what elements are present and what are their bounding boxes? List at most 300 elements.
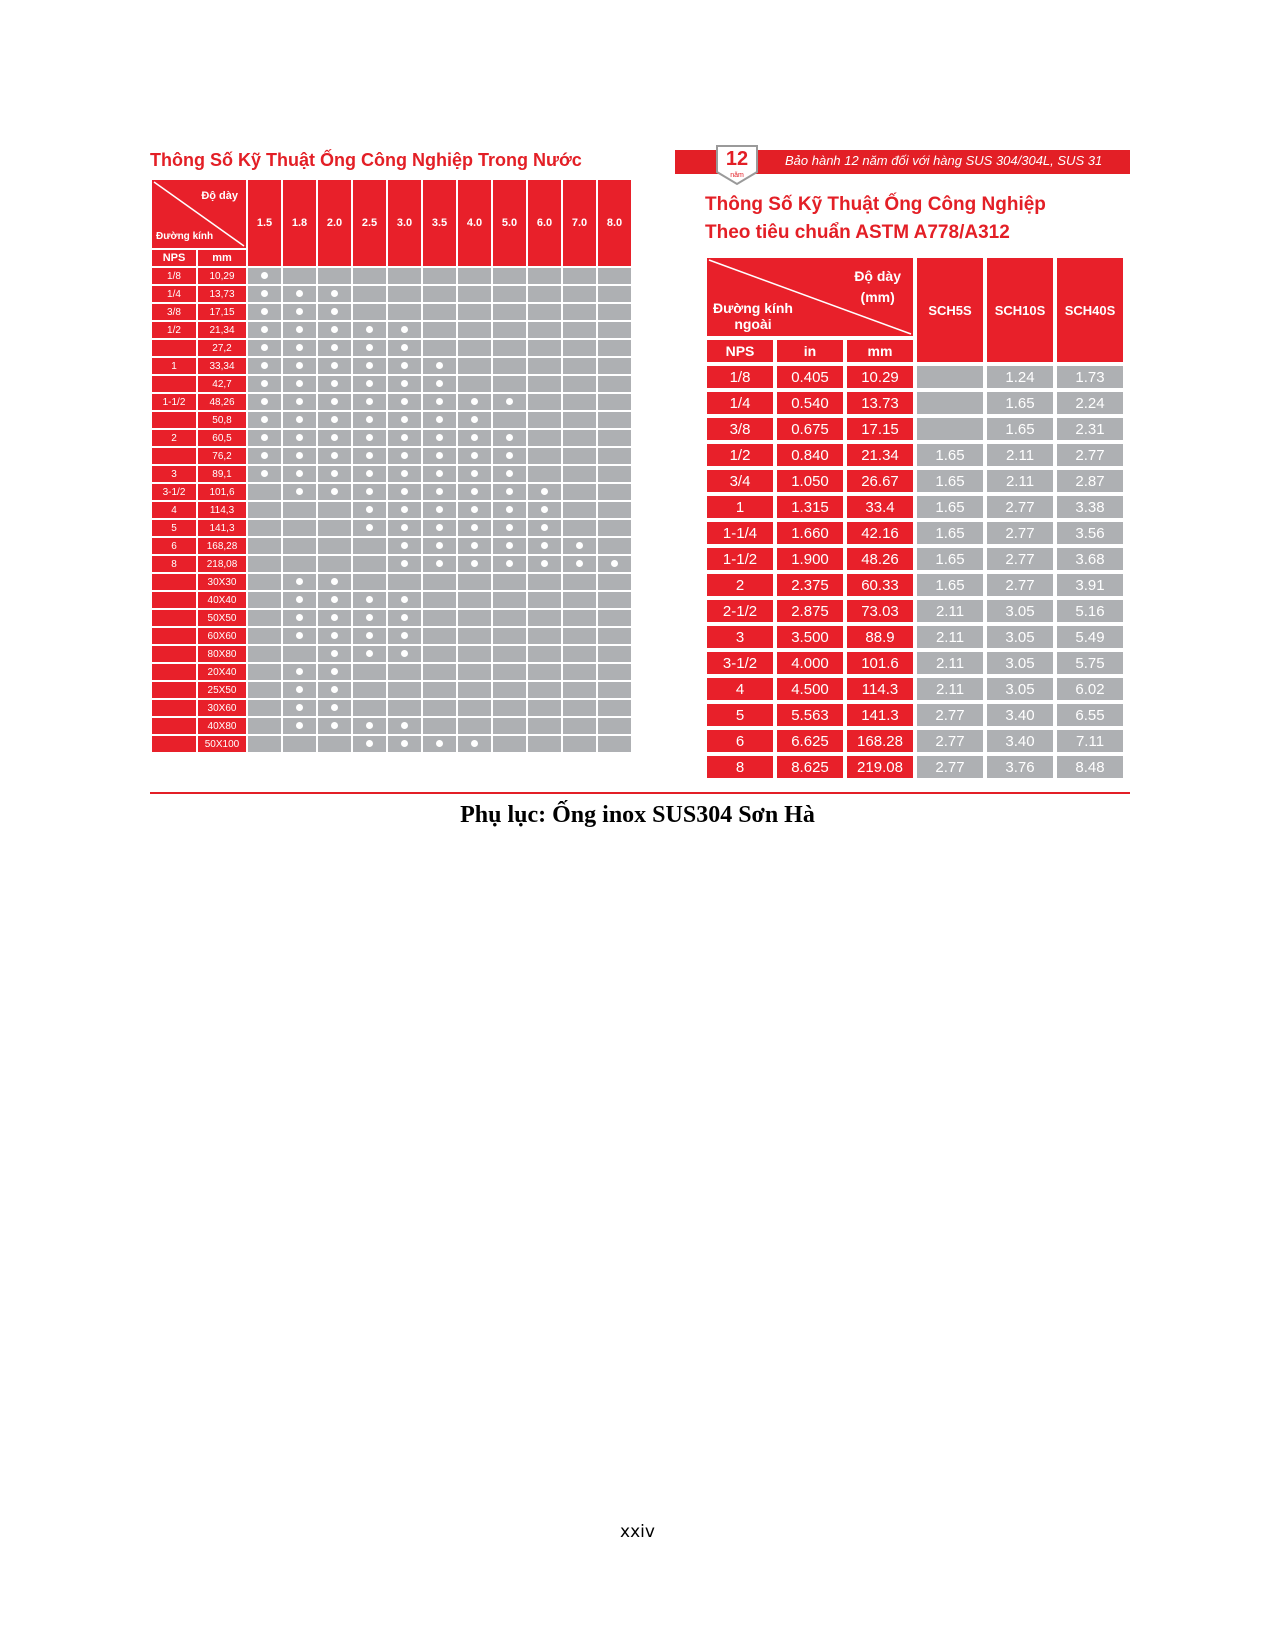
available-dot-icon (296, 326, 303, 333)
availability-cell (248, 520, 281, 536)
available-dot-icon (366, 470, 373, 477)
available-dot-icon (331, 722, 338, 729)
availability-cell (388, 286, 421, 302)
available-dot-icon (436, 560, 443, 567)
availability-cell (318, 376, 351, 392)
corner-thickness-label: Độ dày (201, 190, 238, 202)
nps-cell (152, 646, 196, 662)
thickness-column-header: 3.5 (423, 180, 456, 266)
availability-cell (283, 574, 316, 590)
schedule-thickness-cell: 1.65 (917, 444, 983, 466)
availability-cell (248, 268, 281, 284)
availability-cell (283, 664, 316, 680)
available-dot-icon (401, 470, 408, 477)
nps-cell: 5 (152, 520, 196, 536)
table-row (707, 496, 1123, 518)
table-row (152, 322, 631, 338)
available-dot-icon (541, 542, 548, 549)
availability-cell (283, 448, 316, 464)
availability-cell (248, 628, 281, 644)
mm-cell: 48,26 (198, 394, 246, 410)
availability-cell (318, 718, 351, 734)
availability-cell (353, 682, 386, 698)
table-row (152, 394, 631, 410)
availability-cell (248, 412, 281, 428)
availability-cell (353, 574, 386, 590)
available-dot-icon (401, 524, 408, 531)
availability-cell (563, 610, 596, 626)
availability-cell (563, 466, 596, 482)
schedule-thickness-cell: 2.77 (917, 704, 983, 726)
available-dot-icon (401, 740, 408, 747)
available-dot-icon (331, 416, 338, 423)
availability-cell (598, 268, 631, 284)
available-dot-icon (366, 398, 373, 405)
available-dot-icon (366, 740, 373, 747)
schedule-thickness-cell: 1.65 (917, 496, 983, 518)
mm-cell: 30X30 (198, 574, 246, 590)
nps-cell: 1/2 (707, 444, 773, 466)
availability-cell (493, 304, 526, 320)
corner-diameter-label: Đường kính (156, 231, 214, 242)
availability-cell (353, 376, 386, 392)
availability-cell (353, 268, 386, 284)
mm-cell: 21,34 (198, 322, 246, 338)
in-cell: 4.000 (777, 652, 843, 674)
available-dot-icon (296, 344, 303, 351)
page-number: xxiv (620, 1522, 655, 1542)
availability-cell (563, 268, 596, 284)
available-dot-icon (261, 362, 268, 369)
availability-cell (423, 736, 456, 752)
availability-cell (423, 664, 456, 680)
in-cell: 2.375 (777, 574, 843, 596)
availability-cell (563, 718, 596, 734)
available-dot-icon (436, 524, 443, 531)
availability-cell (458, 268, 491, 284)
availability-cell (423, 502, 456, 518)
available-dot-icon (401, 344, 408, 351)
nps-cell: 4 (152, 502, 196, 518)
availability-cell (353, 412, 386, 428)
availability-cell (598, 376, 631, 392)
availability-cell (248, 538, 281, 554)
availability-cell (388, 340, 421, 356)
availability-cell (423, 484, 456, 500)
table-row (152, 664, 631, 680)
schedule-thickness-cell: 2.11 (917, 678, 983, 700)
table-row (707, 678, 1123, 700)
availability-cell (388, 412, 421, 428)
availability-cell (353, 646, 386, 662)
nps-cell: 1 (152, 358, 196, 374)
availability-cell (318, 700, 351, 716)
schedule-thickness-cell: 2.87 (1057, 470, 1123, 492)
availability-cell (353, 736, 386, 752)
schedule-thickness-cell: 1.65 (987, 392, 1053, 414)
schedule-thickness-cell: 6.55 (1057, 704, 1123, 726)
available-dot-icon (366, 596, 373, 603)
schedule-thickness-cell: 1.24 (987, 366, 1053, 388)
availability-cell (493, 394, 526, 410)
table-row (152, 502, 631, 518)
available-dot-icon (471, 560, 478, 567)
availability-cell (248, 484, 281, 500)
availability-cell (423, 268, 456, 284)
corner-thickness-label: Độ dày (mm) (854, 268, 901, 305)
schedule-thickness-cell: 3.05 (987, 600, 1053, 622)
availability-cell (528, 628, 561, 644)
schedule-thickness-cell: 2.77 (987, 574, 1053, 596)
available-dot-icon (436, 416, 443, 423)
in-cell: 8.625 (777, 756, 843, 778)
availability-cell (353, 592, 386, 608)
schedule-thickness-cell: 1.65 (917, 470, 983, 492)
availability-cell (528, 484, 561, 500)
availability-cell (248, 664, 281, 680)
availability-cell (458, 610, 491, 626)
schedule-thickness-cell: 1.65 (987, 418, 1053, 440)
availability-cell (458, 682, 491, 698)
availability-cell (283, 736, 316, 752)
table-row (707, 548, 1123, 570)
nps-cell: 3-1/2 (707, 652, 773, 674)
availability-cell (423, 574, 456, 590)
availability-cell (493, 502, 526, 518)
available-dot-icon (331, 668, 338, 675)
sch5s-column-header: SCH5S (917, 258, 983, 362)
divider-line (150, 792, 1130, 794)
availability-cell (318, 538, 351, 554)
table-row (707, 756, 1123, 778)
schedule-thickness-cell: 2.11 (917, 600, 983, 622)
schedule-thickness-cell: 2.77 (917, 730, 983, 752)
availability-cell (458, 322, 491, 338)
mm-cell: 88.9 (847, 626, 913, 648)
availability-cell (493, 412, 526, 428)
mm-cell: 89,1 (198, 466, 246, 482)
available-dot-icon (366, 614, 373, 621)
available-dot-icon (401, 488, 408, 495)
nps-cell (152, 736, 196, 752)
availability-cell (388, 610, 421, 626)
schedule-thickness-cell: 2.24 (1057, 392, 1123, 414)
table-row (152, 610, 631, 626)
available-dot-icon (401, 722, 408, 729)
sch40s-column-header: SCH40S (1057, 258, 1123, 362)
available-dot-icon (401, 632, 408, 639)
availability-cell (423, 628, 456, 644)
mm-cell: 50,8 (198, 412, 246, 428)
availability-cell (318, 448, 351, 464)
availability-cell (318, 484, 351, 500)
availability-cell (318, 682, 351, 698)
availability-cell (598, 664, 631, 680)
mm-cell: 30X60 (198, 700, 246, 716)
availability-cell (353, 664, 386, 680)
nps-cell: 6 (152, 538, 196, 554)
availability-cell (563, 628, 596, 644)
availability-cell (458, 628, 491, 644)
availability-cell (353, 610, 386, 626)
thickness-column-header: 4.0 (458, 180, 491, 266)
available-dot-icon (331, 290, 338, 297)
available-dot-icon (401, 434, 408, 441)
in-cell: 4.500 (777, 678, 843, 700)
availability-cell (563, 502, 596, 518)
available-dot-icon (296, 380, 303, 387)
nps-cell (152, 574, 196, 590)
schedule-thickness-cell: 2.11 (917, 626, 983, 648)
table-row (152, 574, 631, 590)
availability-cell (248, 592, 281, 608)
availability-cell (528, 340, 561, 356)
availability-cell (458, 358, 491, 374)
available-dot-icon (436, 380, 443, 387)
availability-cell (598, 502, 631, 518)
table-row (707, 652, 1123, 674)
thickness-column-header: 6.0 (528, 180, 561, 266)
schedule-thickness-cell: 2.77 (1057, 444, 1123, 466)
availability-cell (283, 340, 316, 356)
in-column-header: in (777, 340, 843, 362)
availability-cell (248, 394, 281, 410)
availability-cell (353, 466, 386, 482)
available-dot-icon (506, 434, 513, 441)
availability-cell (318, 358, 351, 374)
availability-cell (423, 592, 456, 608)
availability-cell (458, 718, 491, 734)
available-dot-icon (296, 434, 303, 441)
availability-cell (248, 718, 281, 734)
availability-cell (318, 556, 351, 572)
available-dot-icon (261, 470, 268, 477)
availability-cell (353, 394, 386, 410)
available-dot-icon (401, 362, 408, 369)
available-dot-icon (506, 470, 513, 477)
availability-cell (248, 736, 281, 752)
availability-cell (283, 610, 316, 626)
thickness-column-header: 7.0 (563, 180, 596, 266)
schedule-thickness-cell: 3.38 (1057, 496, 1123, 518)
availability-cell (528, 592, 561, 608)
mm-cell: 10.29 (847, 366, 913, 388)
availability-cell (598, 700, 631, 716)
availability-cell (458, 304, 491, 320)
availability-cell (388, 430, 421, 446)
availability-cell (458, 502, 491, 518)
available-dot-icon (331, 398, 338, 405)
availability-cell (388, 538, 421, 554)
nps-cell: 1-1/2 (707, 548, 773, 570)
availability-cell (598, 340, 631, 356)
mm-cell: 20X40 (198, 664, 246, 680)
availability-cell (458, 286, 491, 302)
availability-cell (388, 556, 421, 572)
available-dot-icon (296, 704, 303, 711)
available-dot-icon (401, 326, 408, 333)
availability-cell (563, 484, 596, 500)
mm-cell: 76,2 (198, 448, 246, 464)
available-dot-icon (366, 524, 373, 531)
nps-cell: 2 (707, 574, 773, 596)
availability-cell (423, 322, 456, 338)
availability-cell (563, 358, 596, 374)
availability-cell (423, 556, 456, 572)
available-dot-icon (261, 308, 268, 315)
available-dot-icon (541, 524, 548, 531)
table-row (152, 718, 631, 734)
table-row (152, 430, 631, 446)
available-dot-icon (541, 506, 548, 513)
table-row (707, 522, 1123, 544)
available-dot-icon (436, 362, 443, 369)
availability-cell (283, 430, 316, 446)
schedule-thickness-cell: 1.65 (917, 574, 983, 596)
mm-cell: 33,34 (198, 358, 246, 374)
availability-cell (563, 394, 596, 410)
available-dot-icon (261, 452, 268, 459)
table-row (152, 358, 631, 374)
availability-cell (528, 412, 561, 428)
availability-cell (528, 304, 561, 320)
thickness-column-header: 8.0 (598, 180, 631, 266)
availability-cell (353, 304, 386, 320)
availability-cell (493, 268, 526, 284)
nps-column-header: NPS (152, 250, 196, 266)
availability-cell (248, 556, 281, 572)
available-dot-icon (436, 488, 443, 495)
table-row (152, 412, 631, 428)
table-row (152, 304, 631, 320)
available-dot-icon (331, 596, 338, 603)
availability-cell (528, 538, 561, 554)
availability-cell (283, 268, 316, 284)
availability-cell (493, 718, 526, 734)
availability-cell (528, 358, 561, 374)
table-row (707, 704, 1123, 726)
mm-cell: 168.28 (847, 730, 913, 752)
in-cell: 1.315 (777, 496, 843, 518)
availability-cell (388, 268, 421, 284)
availability-cell (528, 646, 561, 662)
availability-cell (353, 520, 386, 536)
schedule-thickness-cell: 7.11 (1057, 730, 1123, 752)
availability-cell (423, 286, 456, 302)
in-cell: 1.900 (777, 548, 843, 570)
availability-cell (388, 448, 421, 464)
schedule-thickness-cell: 3.56 (1057, 522, 1123, 544)
mm-cell: 219.08 (847, 756, 913, 778)
corner-header (707, 258, 913, 336)
available-dot-icon (296, 668, 303, 675)
schedule-thickness-cell (917, 392, 983, 414)
availability-cell (493, 574, 526, 590)
available-dot-icon (436, 740, 443, 747)
nps-cell: 1/8 (152, 268, 196, 284)
available-dot-icon (436, 542, 443, 549)
availability-cell (283, 628, 316, 644)
availability-cell (563, 376, 596, 392)
available-dot-icon (331, 650, 338, 657)
availability-cell (388, 376, 421, 392)
nps-cell (152, 718, 196, 734)
availability-cell (353, 448, 386, 464)
thickness-column-header: 1.8 (283, 180, 316, 266)
availability-cell (318, 340, 351, 356)
table-row (152, 646, 631, 662)
available-dot-icon (296, 722, 303, 729)
mm-cell: 114,3 (198, 502, 246, 518)
availability-cell (493, 484, 526, 500)
available-dot-icon (576, 542, 583, 549)
schedule-thickness-cell: 1.73 (1057, 366, 1123, 388)
availability-cell (493, 664, 526, 680)
schedule-thickness-cell: 2.77 (987, 548, 1053, 570)
availability-cell (493, 430, 526, 446)
available-dot-icon (366, 362, 373, 369)
availability-cell (283, 682, 316, 698)
availability-cell (283, 646, 316, 662)
availability-cell (528, 556, 561, 572)
table-row (152, 340, 631, 356)
table-row (707, 600, 1123, 622)
mm-cell: 114.3 (847, 678, 913, 700)
schedule-thickness-cell: 3.68 (1057, 548, 1123, 570)
available-dot-icon (331, 470, 338, 477)
availability-cell (528, 286, 561, 302)
availability-cell (563, 592, 596, 608)
mm-cell: 21.34 (847, 444, 913, 466)
available-dot-icon (506, 506, 513, 513)
mm-cell: 42,7 (198, 376, 246, 392)
available-dot-icon (261, 326, 268, 333)
availability-cell (563, 646, 596, 662)
availability-cell (423, 448, 456, 464)
availability-cell (493, 628, 526, 644)
available-dot-icon (401, 506, 408, 513)
in-cell: 0.540 (777, 392, 843, 414)
right-table-subtitle: Theo tiêu chuẩn ASTM A778/A312 (705, 222, 1010, 243)
available-dot-icon (261, 416, 268, 423)
mm-cell: 101.6 (847, 652, 913, 674)
available-dot-icon (471, 740, 478, 747)
availability-cell (353, 430, 386, 446)
available-dot-icon (296, 470, 303, 477)
availability-cell (318, 394, 351, 410)
availability-cell (388, 574, 421, 590)
availability-cell (423, 610, 456, 626)
availability-cell (248, 610, 281, 626)
availability-cell (318, 628, 351, 644)
table-row (152, 682, 631, 698)
availability-cell (283, 466, 316, 482)
availability-cell (563, 286, 596, 302)
schedule-thickness-cell: 5.49 (1057, 626, 1123, 648)
availability-cell (598, 520, 631, 536)
nps-cell (152, 340, 196, 356)
available-dot-icon (471, 416, 478, 423)
availability-cell (353, 556, 386, 572)
availability-cell (423, 700, 456, 716)
schedule-thickness-cell: 3.91 (1057, 574, 1123, 596)
available-dot-icon (401, 614, 408, 621)
available-dot-icon (331, 344, 338, 351)
in-cell: 3.500 (777, 626, 843, 648)
availability-cell (493, 376, 526, 392)
table-row (152, 448, 631, 464)
mm-cell: 50X50 (198, 610, 246, 626)
